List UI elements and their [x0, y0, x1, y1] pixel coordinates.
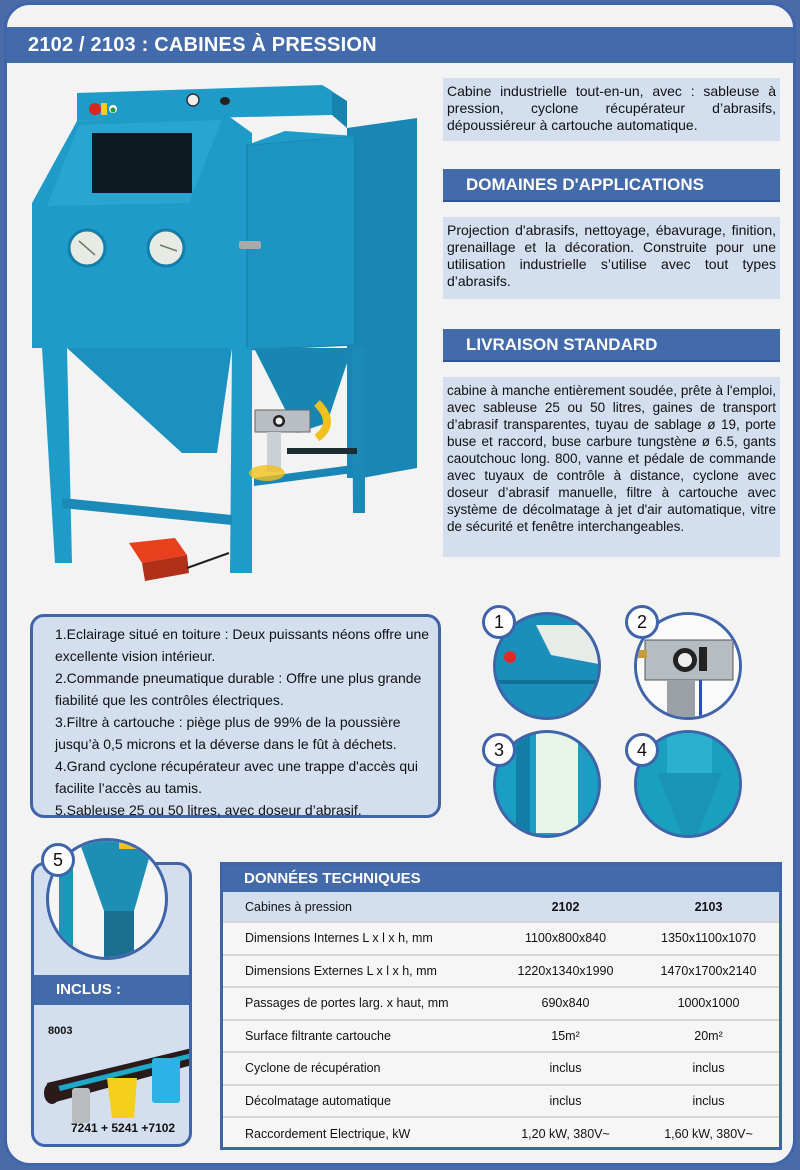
column-header: 2103 [638, 892, 779, 922]
detail-badge-4: 4 [625, 733, 659, 767]
table-cell: 1100x800x840 [493, 922, 638, 955]
table-cell: 1,60 kW, 380V~ [664, 1126, 753, 1141]
table-row [223, 922, 779, 955]
table-cell: Surface filtrante cartouche [223, 1020, 493, 1053]
table-cell: inclus [493, 1085, 638, 1118]
page-title: 2102 / 2103 : CABINES À PRESSION [28, 34, 377, 56]
table-cell: Décolmatage automatique [223, 1085, 493, 1118]
detail-badge-3: 3 [482, 733, 516, 767]
table-cell: Dimensions Internes L x l x h, mm [223, 922, 493, 955]
table-cell: 1350x1100x1070 [638, 922, 779, 955]
table-row [223, 1020, 779, 1053]
table-row [223, 1117, 779, 1150]
feature-item: 4.Grand cyclone récupérateur avec une trappe d'accès qui facilite l’accès au tamis. [55, 758, 419, 796]
table-cell: Cyclone de récupération [223, 1052, 493, 1085]
table-cell: 1,20 kW, 380V~ [521, 1126, 610, 1141]
nozzle-part-codes: 7241 + 5241 +7102 [71, 1121, 176, 1135]
table-row [223, 987, 779, 1020]
table-cell: 1000x1000 [638, 987, 779, 1020]
table-cell: 690x840 [493, 987, 638, 1020]
included-heading: INCLUS : [34, 975, 189, 1005]
features-panel [30, 614, 441, 818]
technical-data-heading: DONNÉES TECHNIQUES [223, 865, 779, 892]
applications-description: Projection d'abrasifs, nettoyage, ébavurage, finition, grenaillage et la décoration. Construite pour une utilisation industrielle s’utilise avec tout types d’abrasifs. [443, 217, 780, 299]
delivery-description: cabine à manche entièrement soudée, prête à l'emploi, avec sableuse 25 ou 50 litres, gaines de transport d’abrasif transparentes, tuyau de sablage ø 19, porte buse et raccord, buse carbure tungstène ø 6.5, gants caoutchouc long. 800, vanne et pédale de commande avec tuyaux de contrôle à distance, cyclone avec doseur d’abrasif manuelle, filtre à cartouche avec système de décolmatage à jet d'air automatique, vitre de sécurité et fenêtre interchangeables. [443, 377, 780, 557]
table-cell: 20m² [638, 1020, 779, 1053]
detail-badge-5: 5 [41, 843, 75, 877]
detail-badge-2: 2 [625, 605, 659, 639]
table-row [223, 955, 779, 988]
table-cell: Dimensions Externes L x l x h, mm [223, 955, 493, 988]
table-row [223, 1052, 779, 1085]
title-bar [7, 27, 793, 63]
column-header: Cabines à pression [223, 892, 493, 922]
table-cell: Passages de portes larg. x haut, mm [223, 987, 493, 1020]
table-cell: 1470x1700x2140 [638, 955, 779, 988]
table-cell: inclus [493, 1052, 638, 1085]
included-parts-image [42, 1043, 192, 1123]
hose-part-code: 8003 [48, 1025, 73, 1037]
table-cell: 15m² [493, 1020, 638, 1053]
column-header: 2102 [493, 892, 638, 922]
table-cell: 1220x1340x1990 [493, 955, 638, 988]
delivery-heading: LIVRAISON STANDARD [443, 329, 780, 362]
feature-item: 2.Commande pneumatique durable : Offre une plus grande fiabilité que les contrôles électriques. [55, 670, 422, 708]
detail-badge-1: 1 [482, 605, 516, 639]
applications-heading: DOMAINES D'APPLICATIONS [443, 169, 780, 202]
table-cell: inclus [638, 1052, 779, 1085]
feature-item: 1.Eclairage situé en toiture : Deux puissants néons offre une excellente vision intérieur. [55, 626, 430, 664]
table-header-row [223, 892, 779, 922]
table-cell: inclus [638, 1085, 779, 1118]
page-frame [4, 2, 796, 1166]
feature-item: 5.Sableuse 25 ou 50 litres, avec doseur d’abrasif. [55, 802, 362, 818]
technical-data-table [220, 862, 782, 1150]
table-cell: Raccordement Electrique, kW [245, 1126, 411, 1141]
sandblast-cabinet-image [17, 73, 432, 583]
table-row [223, 1085, 779, 1118]
feature-item: 3.Filtre à cartouche : piège plus de 99% de la poussière jusqu’à 0,5 microns et la déverse dans le fût à déchets. [55, 714, 401, 752]
intro-description: Cabine industrielle tout-en-un, avec : sableuse à pression, cyclone récupérateur d’abrasifs, dépoussiéreur à cartouche automatique. [443, 78, 780, 141]
